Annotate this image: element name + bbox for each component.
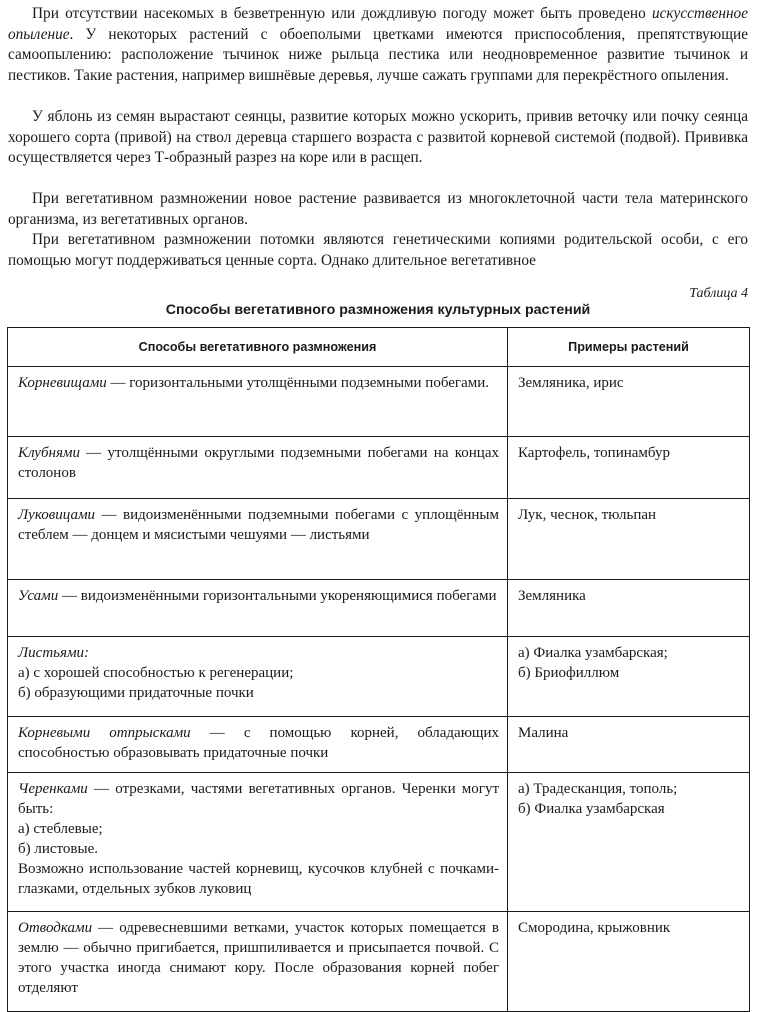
method-name: Усами: [18, 588, 59, 604]
paragraph: [8, 107, 748, 169]
paragraph-text: У яблонь из семян вырастают сеянцы, развитие которых можно ускорить, привив веточку или почку сеянца хорошего сорта (привой) на ствол деревца старшего возраста с развитой корневой системой (подвой). Прививка осуществляется через Т-образный разрез на коре или в расщеп.: [8, 108, 748, 167]
method-line: а) стеблевые;: [18, 821, 103, 837]
table-row: [8, 580, 750, 637]
method-cell: [8, 773, 508, 912]
example-text: Земляника: [518, 588, 586, 604]
examples-cell: [508, 499, 750, 580]
method-name: Корневыми отпрысками: [18, 725, 191, 741]
examples-cell: [508, 773, 750, 912]
header-methods: Способы вегетативного размножения: [8, 328, 508, 367]
example-text: б) Бриофиллюм: [518, 665, 620, 681]
table-row: [8, 717, 750, 773]
method-line: Возможно использование частей корневищ, кусочков клубней с почками-глазками, отдельных зубков луковиц: [18, 861, 499, 897]
example-text: б) Фиалка узамбарская: [518, 801, 665, 817]
paragraph: [8, 4, 748, 86]
examples-cell: [508, 367, 750, 437]
method-description: — видоизменёнными горизонтальными укореняющимися побегами: [58, 588, 497, 604]
method-line: б) листовые.: [18, 841, 98, 857]
table-row: [8, 437, 750, 499]
method-name: Черенками: [18, 781, 88, 797]
example-text: Лук, чеснок, тюльпан: [518, 507, 657, 523]
examples-cell: [508, 912, 750, 1012]
table-row: [8, 367, 750, 437]
example-text: Земляника, ирис: [518, 375, 624, 391]
paragraph-text: При вегетативном размножении потомки являются генетическими копиями родительской особи, с его помощью могут поддерживаться ценные сорта. Однако длительное вегетативное: [8, 231, 748, 269]
method-description: — отрезками, частями вегетативных органов. Черенки могут быть:: [18, 781, 499, 817]
method-cell: [8, 637, 508, 717]
method-name: Луковицами: [18, 507, 96, 523]
examples-cell: [508, 580, 750, 637]
method-name: Листьями:: [18, 645, 90, 661]
paragraph: [8, 230, 748, 271]
method-description: — горизонтальными утолщёнными подземными побегами.: [106, 375, 489, 391]
table-row: [8, 499, 750, 580]
paragraph-text: . У некоторых растений с обоеполыми цветками имеются приспособления, препятствующие самоопылению: расположение тычинок ниже рыльца пестика или неодновременное развитие тычинок и пестиков. Такие растения, например вишнёвые деревья, лучше сажать группами для перекрёстного опыления.: [8, 25, 748, 84]
paragraph-text: При вегетативном размножении новое растение развивается из многоклеточной части тела материнского организма, из вегетативных органов.: [8, 190, 748, 228]
method-line: б) образующими придаточные почки: [18, 685, 254, 701]
examples-cell: [508, 717, 750, 773]
examples-cell: [508, 637, 750, 717]
paragraph-text: При отсутствии насекомых в безветренную или дождливую погоду может быть проведено: [32, 5, 652, 22]
example-text: а) Фиалка узамбарская;: [518, 645, 668, 661]
method-line: а) с хорошей способностью к регенерации;: [18, 665, 294, 681]
table-title: Способы вегетативного размножения культурных растений: [165, 302, 591, 318]
table-row: [8, 912, 750, 1012]
method-description: — утолщёнными округлыми подземными побегами на концах столонов: [18, 445, 499, 481]
method-cell: [8, 367, 508, 437]
method-name: Корневищами: [18, 375, 107, 391]
example-text: Смородина, крыжовник: [518, 920, 671, 936]
method-cell: [8, 717, 508, 773]
method-description: — видоизменёнными подземными побегами с уплощённым стеблем — донцем и мясистыми чешуями — листьями: [18, 507, 499, 543]
header-examples: Примеры растений: [508, 328, 750, 367]
method-cell: [8, 580, 508, 637]
table-row: [8, 637, 750, 717]
table-header-row: [8, 328, 750, 367]
examples-cell: [508, 437, 750, 499]
propagation-table: [7, 327, 750, 1012]
method-cell: [8, 912, 508, 1012]
method-description: — одревесневшими ветками, участок которых помещается в землю — обычно пригибается, пришпиливается и присыпается почвой. С этого участка иногда снимают кору. После образования корней побег отделяют: [18, 920, 499, 996]
method-name: Отводками: [18, 920, 93, 936]
paragraph: [8, 189, 748, 230]
table-caption: Таблица 4: [689, 286, 748, 301]
example-text: Картофель, топинамбур: [518, 445, 670, 461]
method-cell: [8, 499, 508, 580]
method-cell: [8, 437, 508, 499]
method-name: Клубнями: [18, 445, 80, 461]
table-row: [8, 773, 750, 912]
method-description: — с помощью корней, обладающих способностью образовывать придаточные почки: [18, 725, 499, 761]
example-text: Малина: [518, 725, 569, 741]
italic-term: искусственное опыление: [8, 5, 748, 43]
example-text: а) Традесканция, тополь;: [518, 781, 678, 797]
